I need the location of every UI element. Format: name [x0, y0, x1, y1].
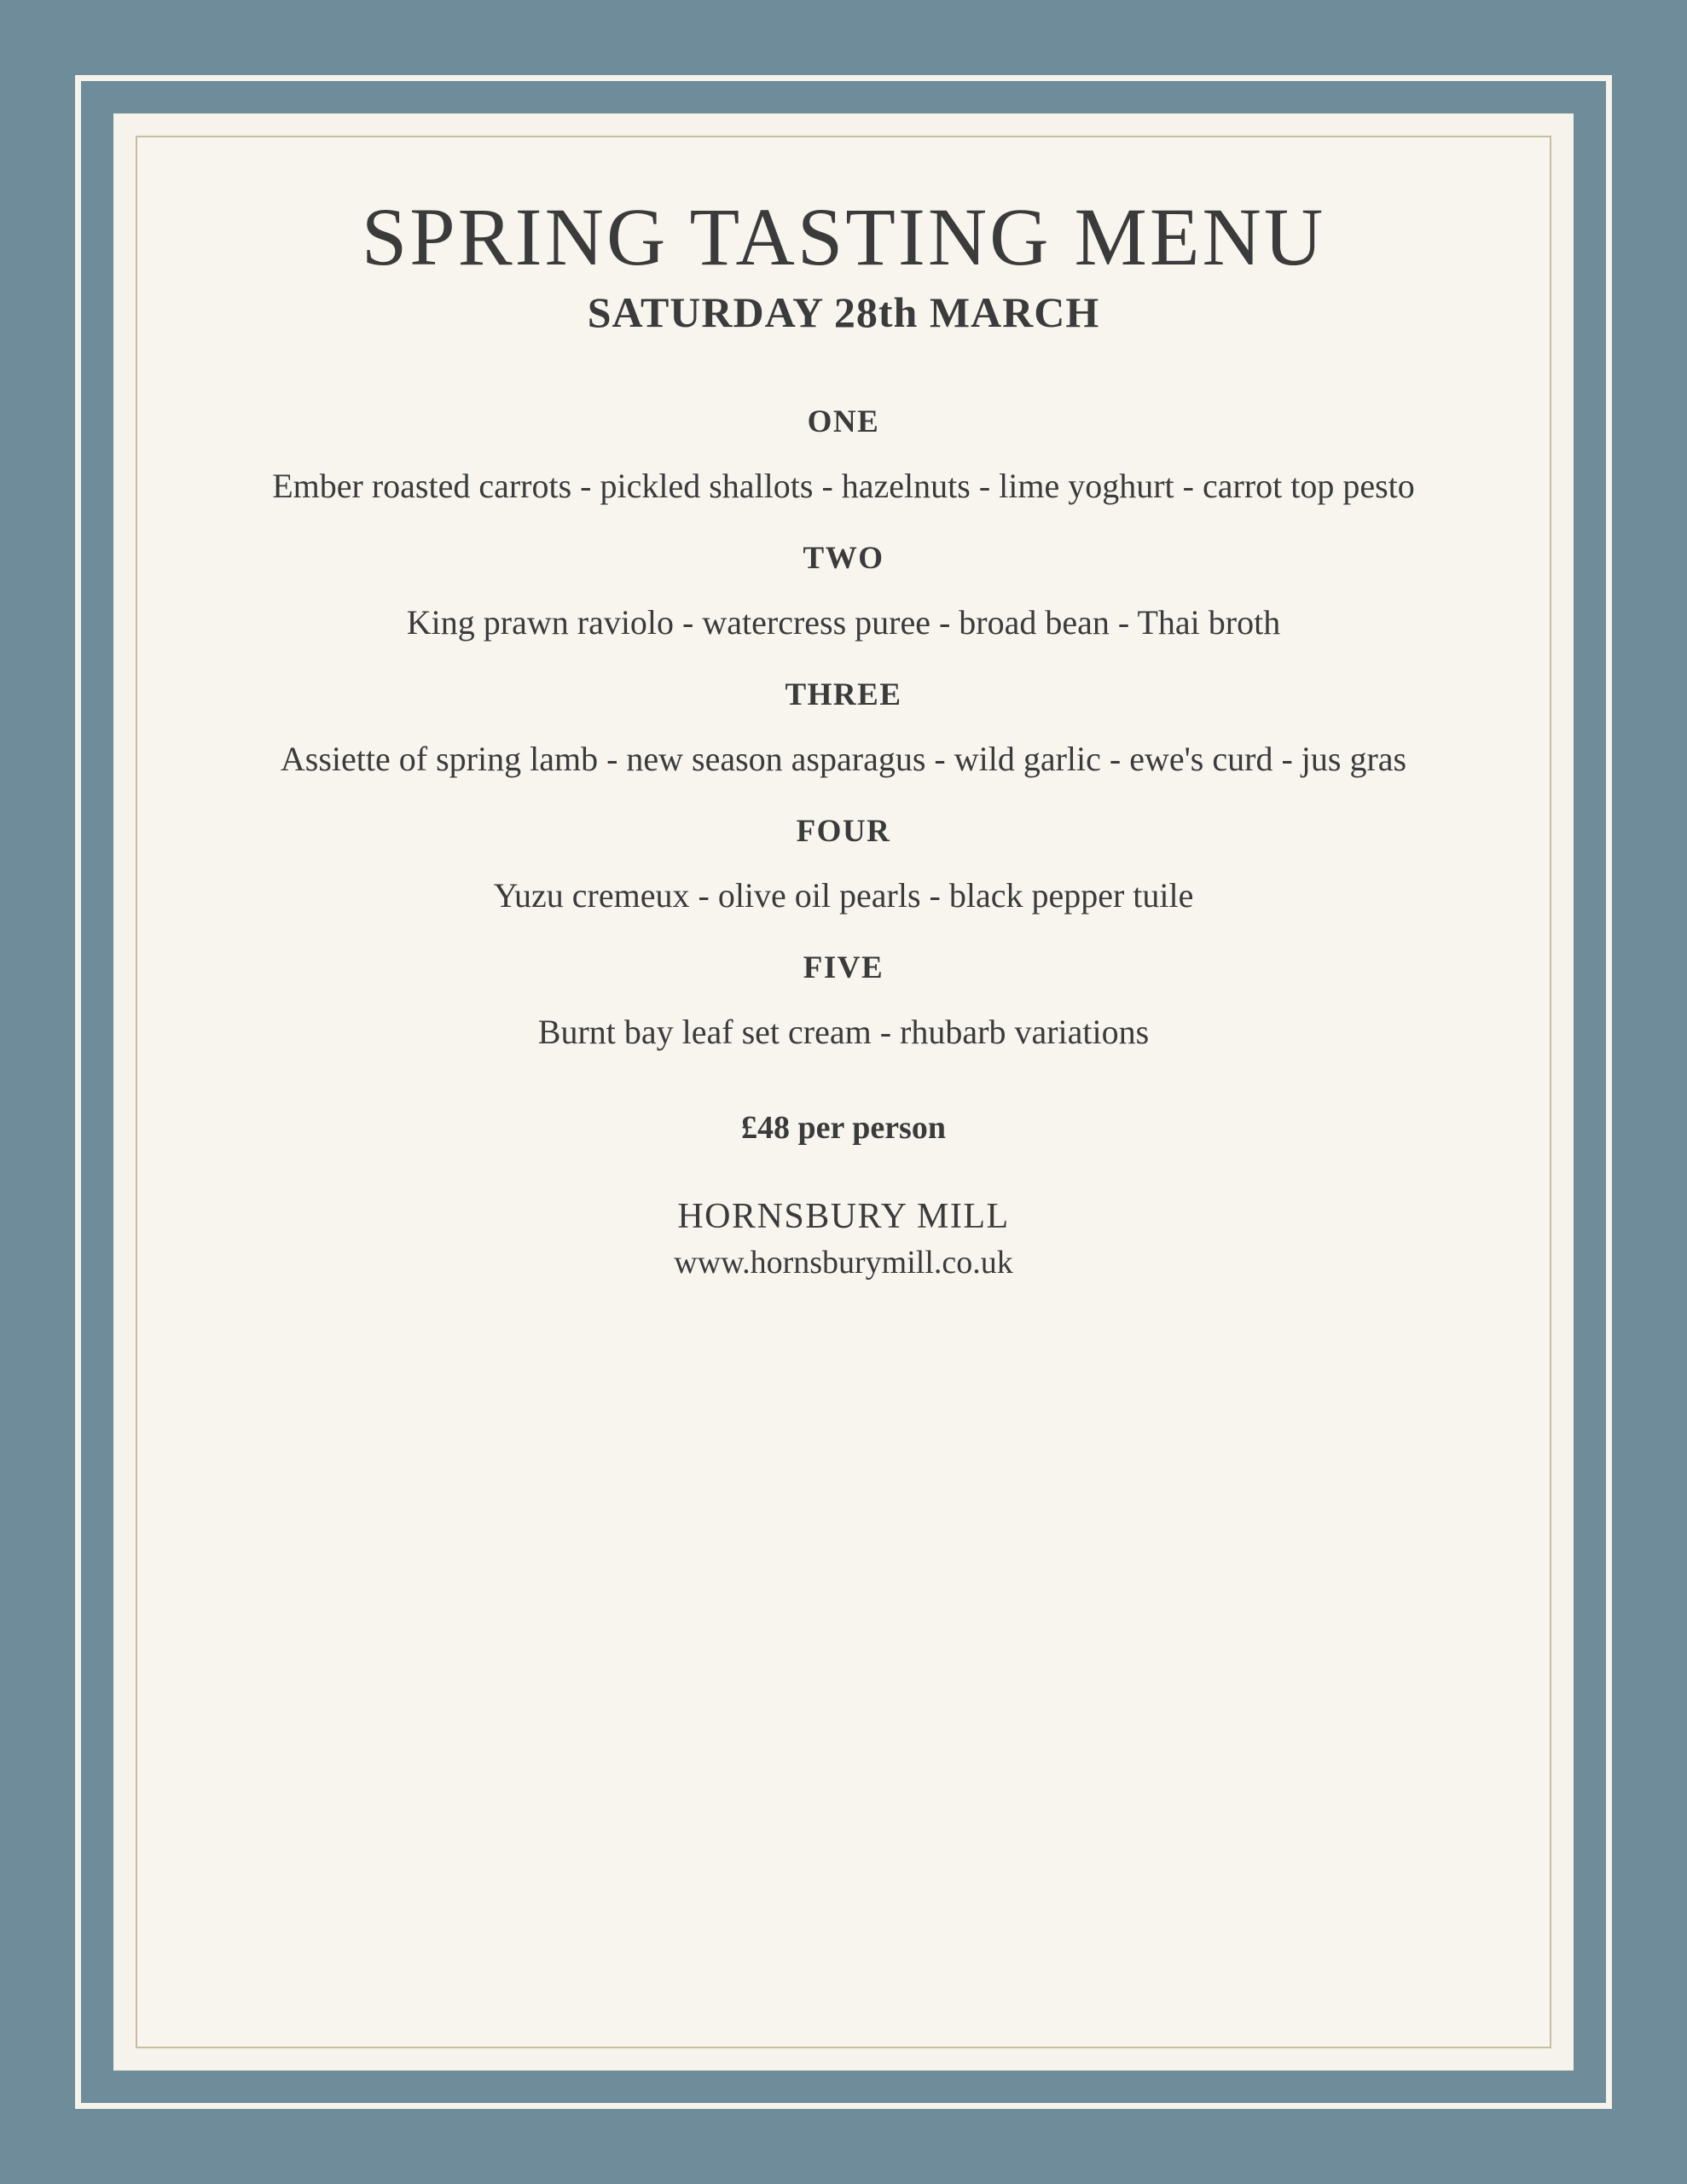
course-three-description: Assiette of spring lamb - new season asparagus - wild garlic - ewe's curd - jus gras: [280, 739, 1407, 778]
menu-card: [136, 136, 1551, 2048]
course-three-label: THREE: [785, 677, 902, 712]
outer-frame: [75, 75, 1612, 2109]
footer: [674, 1196, 1013, 1281]
course-four-description: Yuzu cremeux - olive oil pearls - black pepper tuile: [493, 875, 1194, 915]
course-five-description: Burnt bay leaf set cream - rhubarb variations: [537, 1012, 1150, 1051]
venue-name: HORNSBURY MILL: [677, 1197, 1010, 1237]
course-one: [216, 375, 1471, 511]
course-two-description: King prawn raviolo - watercress puree - broad bean - Thai broth: [406, 603, 1281, 642]
venue-website: www.hornsburymill.co.uk: [674, 1245, 1013, 1281]
price-text: £48 per person: [741, 1110, 946, 1147]
inner-frame: [113, 113, 1574, 2071]
page-title: SPRING TASTING MENU: [361, 191, 1326, 282]
course-two: [216, 511, 1471, 648]
course-five: [216, 921, 1471, 1057]
course-one-description: Ember roasted carrots - pickled shallots - hazelnuts - lime yoghurt - carrot top pesto: [272, 467, 1415, 506]
course-two-label: TWO: [803, 541, 884, 577]
menu-date: SATURDAY 28th MARCH: [587, 288, 1100, 337]
course-five-label: FIVE: [803, 950, 884, 985]
course-one-label: ONE: [807, 404, 880, 440]
course-four: [216, 784, 1471, 921]
course-three: [216, 648, 1471, 784]
course-four-label: FOUR: [796, 813, 891, 849]
